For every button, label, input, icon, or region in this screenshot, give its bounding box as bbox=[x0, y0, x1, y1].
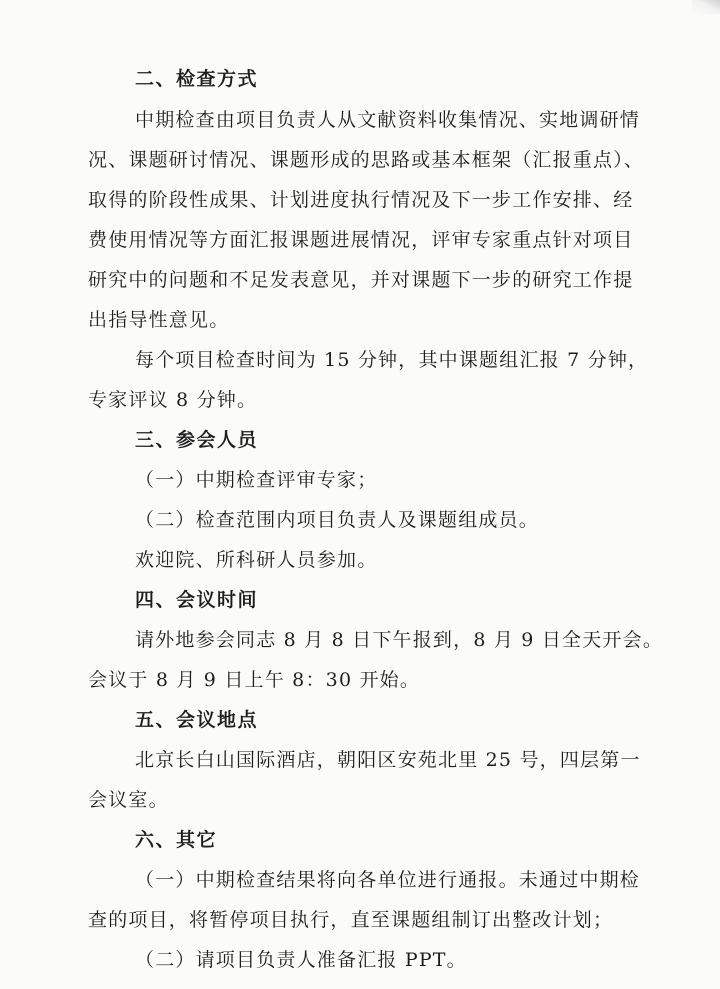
paragraph-line: 专家评议 8 分钟。 bbox=[88, 389, 258, 411]
list-item: （二）检查范围内项目负责人及课题组成员。 bbox=[135, 509, 540, 531]
heading-inspection-method: 二、检查方式 bbox=[135, 68, 259, 90]
paragraph-line: 研究中的问题和不足发表意见，并对课题下一步的研究工作提 bbox=[88, 269, 634, 291]
paragraph-line: 出指导性意见。 bbox=[88, 309, 230, 331]
paragraph-line: 查的项目，将暂停项目执行，直至课题组制订出整改计划； bbox=[88, 909, 614, 931]
paragraph-line: 北京长白山国际酒店，朝阳区安苑北里 25 号，四层第一 bbox=[135, 749, 641, 771]
heading-meeting-time: 四、会议时间 bbox=[135, 589, 259, 611]
paragraph-line: 费使用情况等方面汇报课题进展情况，评审专家重点针对项目 bbox=[88, 229, 634, 251]
paragraph-line: 会议于 8 月 9 日上午 8：30 开始。 bbox=[88, 669, 421, 691]
paragraph-line: 况、课题研讨情况、课题形成的思路或基本框架（汇报重点）、 bbox=[88, 149, 645, 171]
heading-participants: 三、参会人员 bbox=[135, 429, 259, 451]
paragraph-line: 取得的阶段性成果、计划进度执行情况及下一步工作安排、经 bbox=[88, 189, 634, 211]
scan-edge-shadow bbox=[692, 0, 720, 14]
heading-meeting-place: 五、会议地点 bbox=[135, 709, 259, 731]
paragraph-line: （二）请项目负责人准备汇报 PPT。 bbox=[135, 949, 467, 971]
list-item: （一）中期检查评审专家； bbox=[135, 469, 378, 491]
paragraph-line: 中期检查由项目负责人从文献资料收集情况、实地调研情 bbox=[135, 109, 641, 131]
paragraph-line: 欢迎院、所科研人员参加。 bbox=[135, 549, 378, 571]
paragraph-line: 会议室。 bbox=[88, 789, 169, 811]
paragraph-line: 每个项目检查时间为 15 分钟，其中课题组汇报 7 分钟， bbox=[135, 349, 649, 371]
paragraph-line: 请外地参会同志 8 月 8 日下午报到，8 月 9 日全天开会。 bbox=[135, 629, 664, 651]
heading-other: 六、其它 bbox=[135, 829, 218, 851]
paragraph-line: （一）中期检查结果将向各单位进行通报。未通过中期检 bbox=[135, 869, 641, 891]
